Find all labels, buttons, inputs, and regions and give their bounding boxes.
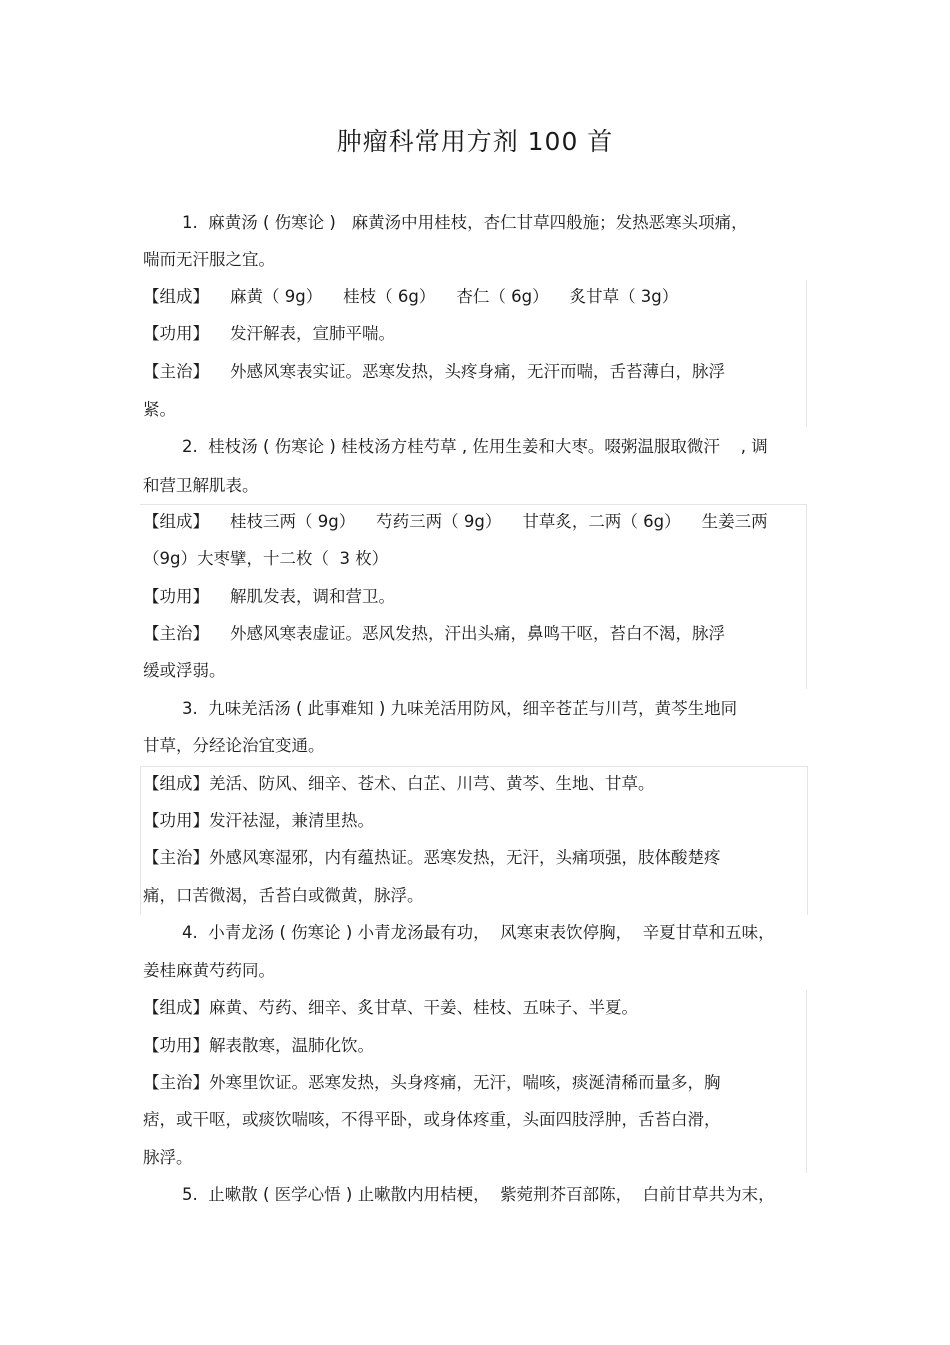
formula-1-heading-line-1: 1. 麻黄汤 ( 伤寒论 ) 麻黄汤中用桂枝，杏仁甘草四般施；发热恶寒头项痛， [182,213,748,232]
formula-4-function: 【功用】解表散寒，温肺化饮。 [143,1036,374,1055]
formula-4-indication-line-2: 痞，或干呕，或痰饮喘咳，不得平卧，或身体疼重，头面四肢浮肿，舌苔白滑， [143,1110,721,1129]
formula-3-heading-line-1: 3. 九味羌活汤 ( 此事难知 ) 九味羌活用防风，细辛苍芷与川芎，黄芩生地同 [182,699,738,718]
formula-3-function: 【功用】发汗祛湿，兼清里热。 [143,811,374,830]
formula-2-composition-line-2: （9g）大枣擘，十二枚（ 3 枚） [143,549,389,568]
formula-4-heading-line-1: 4. 小青龙汤 ( 伤寒论 ) 小青龙汤最有功， 风寒束表饮停胸， 辛夏甘草和五味， [182,923,775,942]
formula-5-heading-line-1: 5. 止嗽散 ( 医学心悟 ) 止嗽散内用桔梗， 紫菀荆芥百部陈， 白前甘草共为末， [182,1185,775,1204]
formula-1-indication-line-2: 紧。 [143,400,176,419]
formula-4-indication-line-3: 脉浮。 [143,1148,193,1167]
formula-4-indication-line-1: 【主治】外寒里饮证。恶寒发热，头身疼痛，无汗，喘咳，痰涎清稀而量多，胸 [143,1073,721,1092]
formula-2-function: 【功用】 解肌发表，调和营卫。 [143,587,395,606]
page-title: 肿瘤科常用方剂 100 首 [336,127,614,156]
formula-4-heading-line-2: 姜桂麻黄芍药同。 [143,961,275,980]
formula-1-composition: 【组成】 麻黄（ 9g） 桂枝（ 6g） 杏仁（ 6g） 炙甘草（ 3g） [143,287,679,306]
formula-4-composition: 【组成】麻黄、芍药、细辛、炙甘草、干姜、桂枝、五味子、半夏。 [143,998,638,1017]
formula-3-heading-line-2: 甘草，分经论治宜变通。 [143,736,325,755]
formula-2-indication-line-1: 【主治】 外感风寒表虚证。恶风发热，汗出头痛，鼻鸣干呕，苔白不渴，脉浮 [143,624,725,643]
formula-1-indication-line-1: 【主治】 外感风寒表实证。恶寒发热，头疼身痛，无汗而喘，舌苔薄白，脉浮 [143,362,725,381]
formula-2-heading-line-2: 和营卫解肌表。 [143,476,259,495]
formula-3-indication-line-1: 【主治】外感风寒湿邪，内有蕴热证。恶寒发热，无汗，头痛项强，肢体酸楚疼 [143,848,721,867]
formula-2-heading-line-1: 2. 桂枝汤 ( 伤寒论 ) 桂枝汤方桂芍草 , 佐用生姜和大枣。啜粥温服取微汗 , 调 [182,437,768,456]
formula-3-indication-line-2: 痛，口苦微渴，舌苔白或微黄，脉浮。 [143,886,424,905]
formula-2-indication-line-2: 缓或浮弱。 [143,661,226,680]
formula-1-function: 【功用】 发汗解表，宣肺平喘。 [143,324,395,343]
formula-1-heading-line-2: 喘而无汗服之宜。 [143,250,275,269]
formula-2-composition-line-1: 【组成】 桂枝三两（ 9g） 芍药三两（ 9g） 甘草炙，二两（ 6g） 生姜三两 [143,512,768,531]
formula-3-composition: 【组成】羌活、防风、细辛、苍术、白芷、川芎、黄芩、生地、甘草。 [143,774,655,793]
